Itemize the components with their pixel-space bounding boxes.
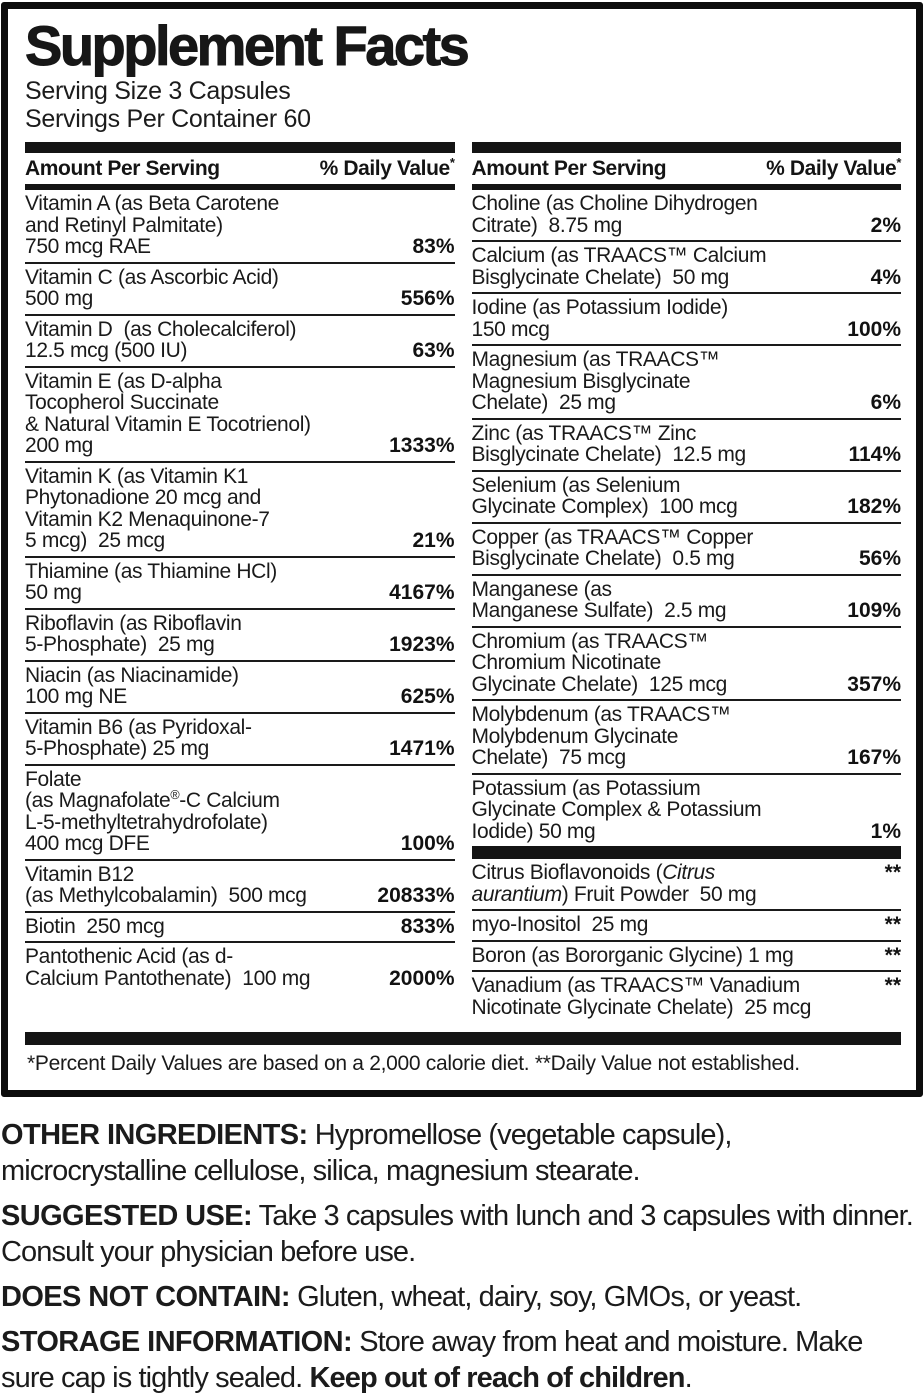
- daily-value: **: [884, 861, 901, 884]
- nutrient-name: [25, 319, 296, 362]
- facts-column-left: [25, 142, 455, 1022]
- nutrient-name-line: 5 mcg) 25 mcg: [25, 529, 165, 552]
- amount-per-serving-header: Amount Per Serving: [25, 157, 220, 180]
- nutrient-name: [25, 466, 270, 552]
- panel-title: Supplement Facts: [25, 14, 468, 77]
- nutrient-name-line: Bisglycinate Chelate) 0.5 mg: [471, 547, 735, 570]
- nutrient-name-line: Biotin 250 mcg: [25, 914, 165, 938]
- nutrient-name-line: Manganese (as: [471, 577, 612, 601]
- nutrient-name-line: 200 mg: [25, 434, 93, 457]
- nutrient-name-line: Iodine (as Potassium Iodide): [471, 296, 728, 319]
- daily-value-asterisk: *: [896, 155, 901, 170]
- nutrient-name: [472, 945, 794, 967]
- nutrient-name: [472, 349, 720, 414]
- nutrient-row: [25, 190, 455, 264]
- nutrient-name: [472, 297, 728, 340]
- nutrient-name-line: & Natural Vitamin E Tocotrienol): [25, 412, 311, 436]
- nutrient-name-line: Molybdenum (as TRAACS™: [471, 703, 731, 726]
- daily-value: 182%: [847, 495, 901, 518]
- column-header-left: [25, 142, 455, 190]
- nutrient-name: [25, 864, 307, 907]
- nutrient-name: [472, 527, 753, 570]
- nutrient-row: [472, 942, 902, 973]
- latin-name-italic: Citrus: [662, 861, 715, 884]
- supplement-label-page: [0, 2, 924, 1394]
- servings-per-container: Servings Per Container 60: [25, 105, 311, 133]
- nutrient-name-line: 150 mcg: [471, 317, 550, 341]
- daily-value: 21%: [412, 529, 455, 552]
- daily-value: 1%: [870, 819, 901, 843]
- nutrient-name-line: Chromium Nicotinate: [471, 651, 661, 674]
- daily-value: 1923%: [389, 633, 455, 656]
- nutrient-name-line: Pantothenic Acid (as d-: [25, 945, 233, 968]
- nutrient-name-line: Zinc (as TRAACS™ Zinc: [471, 421, 696, 445]
- nutrient-row: [472, 775, 902, 847]
- nutrient-row: [25, 558, 455, 610]
- nutrient-row: [25, 766, 455, 861]
- nutrient-name-line: Vitamin B6 (as Pyridoxal-: [25, 715, 252, 739]
- info-section-heading: DOES NOT CONTAIN:: [1, 1281, 290, 1313]
- daily-value: 4%: [870, 265, 901, 289]
- nutrient-row: [25, 714, 455, 766]
- daily-value: 100%: [400, 832, 455, 855]
- info-section-heading: STORAGE INFORMATION:: [1, 1326, 353, 1358]
- nutrient-name-line: Molybdenum Glycinate: [471, 724, 679, 748]
- daily-value-header-text: % Daily Value: [319, 157, 450, 180]
- facts-columns: [25, 142, 901, 1022]
- nutrient-name-line: Riboflavin (as Riboflavin: [25, 611, 242, 635]
- info-section: STORAGE INFORMATION: Store away from heat and moisture. Make sure cap is tightly sealed. Keep out of reach of children.: [1, 1326, 863, 1394]
- daily-value: 357%: [847, 672, 901, 696]
- info-section-heading: SUGGESTED USE:: [1, 1200, 253, 1232]
- info-sections: [1, 1117, 922, 1396]
- daily-value: 109%: [847, 599, 901, 622]
- daily-value: 4167%: [389, 581, 455, 604]
- nutrient-name-line: Vitamin E (as D-alpha: [25, 369, 222, 393]
- daily-value-header: [320, 157, 455, 181]
- nutrient-name-line: 100 mg NE: [25, 685, 127, 708]
- nutrient-row: [472, 846, 902, 911]
- nutrient-row: [25, 368, 455, 463]
- nutrient-name-line: Calcium (as TRAACS™ Calcium: [471, 244, 767, 267]
- nutrient-name-line: Calcium Pantothenate) 100 mg: [25, 966, 311, 990]
- nutrient-name-line: 400 mcg DFE: [25, 832, 150, 855]
- daily-value-footnote: *Percent Daily Values are based on a 2,000 calorie diet. **Daily Value not established.: [27, 1052, 800, 1075]
- nutrient-name: [472, 423, 746, 466]
- info-section-bold-tail: Keep out of reach of children: [309, 1362, 685, 1394]
- nutrient-name-line: Selenium (as Selenium: [471, 473, 681, 497]
- registered-mark: ®: [170, 788, 180, 802]
- daily-value: 83%: [412, 235, 455, 258]
- daily-value: 2000%: [389, 966, 455, 990]
- nutrient-name: [25, 267, 279, 310]
- nutrient-name-line: Glycinate Complex & Potassium: [471, 798, 762, 821]
- nutrient-name-line: Chelate) 25 mg: [471, 391, 616, 414]
- nutrient-row: [472, 524, 902, 576]
- serving-size: Serving Size 3 Capsules: [25, 77, 291, 105]
- nutrient-name-line: 5-Phosphate) 25 mg: [25, 737, 209, 760]
- nutrient-row: [472, 472, 902, 524]
- nutrient-name-line: Bisglycinate Chelate) 50 mg: [471, 265, 729, 289]
- nutrient-row: [472, 420, 902, 472]
- nutrient-name: [25, 916, 165, 938]
- amount-per-serving-header: Amount Per Serving: [471, 157, 667, 180]
- daily-value: 20833%: [377, 884, 455, 907]
- daily-value: 2%: [870, 213, 901, 237]
- nutrient-row: [472, 911, 902, 942]
- info-section: SUGGESTED USE: Take 3 capsules with lunch and 3 capsules with dinner. Consult your physician before use.: [1, 1200, 913, 1268]
- nutrient-name-line: Manganese Sulfate) 2.5 mg: [471, 599, 727, 622]
- nutrient-name-line: Vitamin D (as Cholecalciferol): [25, 317, 297, 341]
- daily-value: **: [884, 974, 901, 997]
- daily-value: 1471%: [389, 737, 455, 760]
- nutrient-name-line: Niacin (as Niacinamide): [25, 663, 239, 687]
- nutrient-name: [25, 193, 279, 258]
- daily-value: 100%: [847, 317, 901, 341]
- nutrient-name: [472, 704, 731, 769]
- nutrient-name-line: 500 mg: [25, 287, 93, 310]
- nutrient-name-line: 5-Phosphate) 25 mg: [25, 633, 215, 656]
- daily-value: 625%: [400, 685, 455, 708]
- info-section: DOES NOT CONTAIN: Gluten, wheat, dairy, soy, GMOs, or yeast.: [1, 1281, 802, 1313]
- nutrient-rows-left: [25, 190, 455, 993]
- nutrient-row: [472, 972, 902, 1022]
- nutrient-name-line: Magnesium (as TRAACS™: [471, 348, 720, 371]
- nutrient-name-line: 12.5 mcg (500 IU): [25, 339, 188, 362]
- daily-value: 56%: [858, 547, 901, 570]
- daily-value: 167%: [847, 746, 901, 769]
- nutrient-row: [25, 463, 455, 558]
- nutrient-name-line: Folate: [25, 767, 82, 791]
- nutrient-name: [472, 579, 727, 622]
- daily-value: **: [884, 913, 901, 936]
- column-header-right: [472, 142, 902, 190]
- nutrient-name-line: myo-Inositol 25 mg: [471, 913, 649, 936]
- nutrient-name: [472, 631, 728, 696]
- nutrient-name-line: Citrate) 8.75 mg: [471, 213, 622, 237]
- nutrient-name-line: Boron (as Bororganic Glycine) 1 mg: [471, 943, 794, 967]
- daily-value: 1333%: [389, 434, 455, 457]
- daily-value-header-text: % Daily Value: [766, 157, 897, 180]
- daily-value-header: [766, 157, 901, 181]
- nutrient-name-line: aurantium) Fruit Powder 50 mg: [471, 882, 757, 906]
- daily-value: **: [884, 943, 901, 967]
- nutrient-row: [25, 316, 455, 368]
- nutrient-row: [25, 943, 455, 993]
- nutrient-name-line: Glycinate Chelate) 125 mcg: [471, 672, 728, 696]
- nutrient-row: [472, 190, 902, 242]
- nutrient-row: [25, 662, 455, 714]
- nutrient-name-line: Vitamin B12: [25, 862, 134, 886]
- nutrient-name-line: and Retinyl Palmitate): [25, 213, 223, 237]
- nutrient-name-line: Potassium (as Potassium: [471, 776, 701, 800]
- nutrient-name: [25, 371, 311, 457]
- nutrient-name-line: Tocopherol Succinate: [25, 391, 219, 414]
- nutrient-name-line: Glycinate Complex) 100 mcg: [471, 495, 738, 518]
- nutrient-name-line: 750 mcg RAE: [25, 235, 151, 258]
- nutrient-name-line: Copper (as TRAACS™ Copper: [471, 525, 753, 549]
- nutrient-name: [472, 914, 649, 936]
- nutrient-row: [472, 346, 902, 420]
- daily-value: 63%: [412, 339, 455, 362]
- info-section: OTHER INGREDIENTS: Hypromellose (vegetable capsule), microcrystalline cellulose, silica, magnesium stearate.: [1, 1119, 732, 1187]
- nutrient-name-line: Phytonadione 20 mcg and: [25, 486, 261, 509]
- nutrient-row: [25, 610, 455, 662]
- nutrient-name: [25, 561, 277, 604]
- info-section-heading: OTHER INGREDIENTS:: [1, 1119, 308, 1151]
- nutrient-rows-right: [472, 190, 902, 1022]
- nutrient-name: [472, 245, 767, 288]
- nutrient-row: [472, 576, 902, 628]
- nutrient-name-line: Vitamin K2 Menaquinone-7: [25, 507, 270, 531]
- nutrient-name-line: Vitamin K (as Vitamin K1: [25, 464, 249, 488]
- nutrient-name-line: Nicotinate Glycinate Chelate) 25 mcg: [471, 995, 812, 1019]
- latin-name-italic: aurantium: [471, 882, 562, 906]
- nutrient-name: [472, 475, 738, 518]
- nutrient-name-line: Chelate) 75 mcg: [471, 746, 626, 769]
- nutrient-name-line: Magnesium Bisglycinate: [471, 369, 691, 393]
- nutrient-name-line: L-5-methyltetrahydrofolate): [25, 810, 268, 834]
- daily-value: 114%: [848, 443, 901, 466]
- nutrient-name-line: Choline (as Choline Dihydrogen: [471, 192, 758, 215]
- nutrient-name-line: 50 mg: [25, 581, 82, 604]
- daily-value: 833%: [400, 914, 455, 938]
- nutrient-name-line: Iodide) 50 mg: [471, 819, 596, 843]
- nutrient-name: [25, 946, 310, 989]
- nutrient-row: [472, 701, 902, 775]
- nutrient-name: [25, 717, 252, 760]
- nutrient-name-line: Bisglycinate Chelate) 12.5 mg: [471, 443, 746, 466]
- nutrient-name-line: (as Magnafolate®-C Calcium: [25, 788, 280, 812]
- nutrient-row: [472, 628, 902, 702]
- footnote-divider-bar: [25, 1032, 901, 1045]
- daily-value: 556%: [400, 287, 455, 310]
- nutrient-name-line: Vitamin C (as Ascorbic Acid): [25, 265, 279, 289]
- nutrient-row: [472, 242, 902, 294]
- nutrient-name: [472, 862, 757, 905]
- nutrient-name: [25, 769, 280, 855]
- nutrient-name: [25, 665, 239, 708]
- daily-value: 6%: [870, 391, 901, 414]
- nutrient-name-line: (as Methylcobalamin) 500 mcg: [25, 884, 307, 907]
- nutrient-name-line: Vitamin A (as Beta Carotene: [25, 192, 279, 215]
- nutrient-name: [472, 193, 758, 236]
- daily-value-asterisk: *: [449, 155, 455, 170]
- nutrient-name-line: Vanadium (as TRAACS™ Vanadium: [471, 974, 800, 997]
- nutrient-name-line: Chromium (as TRAACS™: [471, 629, 708, 653]
- nutrient-row: [25, 913, 455, 944]
- nutrient-row: [472, 294, 902, 346]
- nutrient-name-line: Citrus Bioflavonoids (Citrus: [471, 861, 715, 884]
- nutrient-row: [25, 264, 455, 316]
- nutrient-name: [472, 778, 762, 843]
- nutrient-name: [25, 613, 242, 656]
- nutrient-row: [25, 861, 455, 913]
- supplement-facts-panel: [1, 2, 923, 1097]
- nutrient-name: [472, 975, 812, 1018]
- facts-column-right: [472, 142, 902, 1022]
- nutrient-name-line: Thiamine (as Thiamine HCl): [25, 559, 277, 583]
